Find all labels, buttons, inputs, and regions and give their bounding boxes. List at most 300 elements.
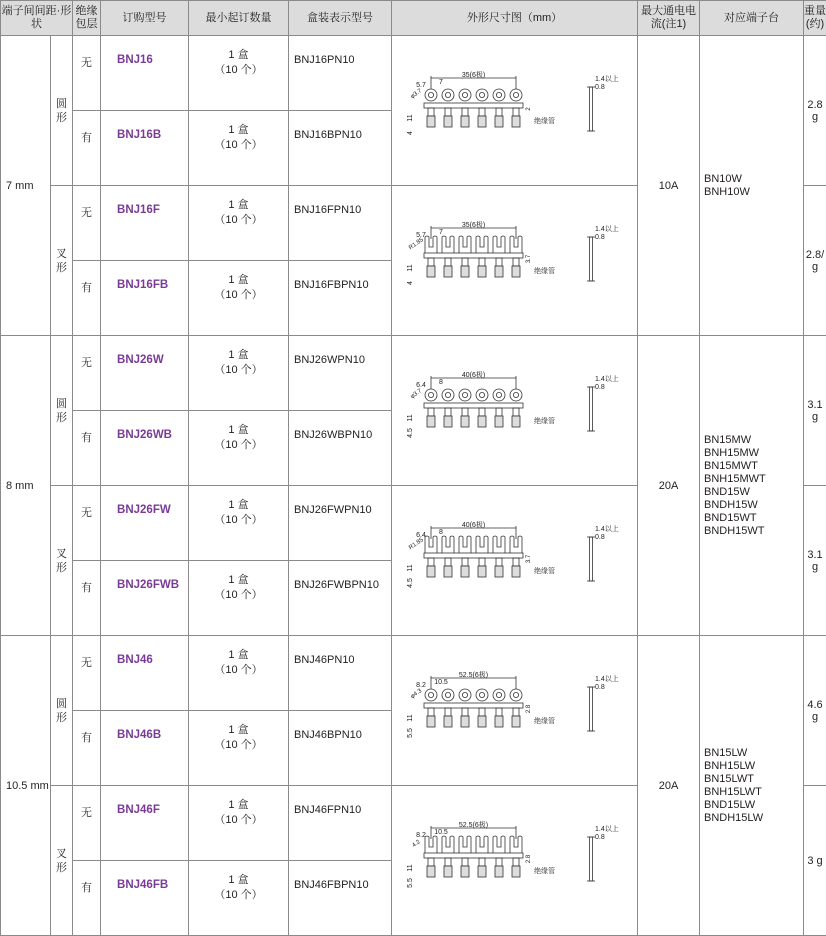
lug-neck (513, 558, 519, 566)
dimension-label: 40(6极) (461, 520, 484, 529)
dimension-label: R1.85 (408, 537, 425, 551)
ring-hole (428, 392, 433, 397)
terminal-blocks (700, 636, 804, 936)
ring-lug (493, 89, 505, 101)
table-row (1, 36, 826, 111)
shape-cell (51, 36, 73, 186)
dimension-label: 4.5 (407, 578, 414, 588)
dimension-label: 11 (407, 264, 414, 271)
insulation-sleeve (461, 116, 469, 127)
strip-bar (424, 403, 523, 408)
moq-cell (189, 261, 289, 336)
lug-neck (428, 408, 434, 416)
insulation-sleeve (427, 716, 435, 727)
moq-qty: 1 盒 (189, 498, 288, 513)
dimension-label: φ4.3 (409, 688, 423, 700)
header-weight: 重量(约) (804, 1, 826, 36)
header-terminal-block: 对应端子台 (700, 1, 804, 36)
fork-lug (459, 536, 471, 553)
dimension-label: 绝缘管 (534, 716, 555, 725)
shape-label: 叉形 (56, 247, 68, 275)
ring-lug (442, 89, 454, 101)
box-model: BNJ16FPN10 (289, 186, 392, 261)
header-moq: 最小起订数量 (189, 1, 289, 36)
insulation-sleeve (478, 566, 486, 577)
insulation-sleeve (427, 116, 435, 127)
moq-unit: （10 个） (189, 738, 288, 753)
insulation-sleeve (444, 716, 452, 727)
shape-cell (51, 336, 73, 486)
ring-hole (496, 92, 501, 97)
weight-cell: 3 g (804, 786, 826, 936)
lug-neck (462, 108, 468, 116)
strip-bar (424, 703, 523, 708)
moq-cell (189, 411, 289, 486)
lug-neck (496, 408, 502, 416)
fork-lug (442, 236, 454, 253)
dimension-label: 5.7 (416, 82, 426, 89)
dimension-label: 11 (407, 414, 414, 421)
dimension-drawing (392, 336, 638, 486)
dimension-label: 1.4以上 (595, 674, 619, 683)
insulation-cell: 无 (73, 36, 101, 111)
header-box-model: 盒装表示型号 (289, 1, 392, 36)
dimension-label: 0.8 (595, 234, 605, 241)
terminal-model: BN10W (704, 173, 803, 186)
terminal-strip (424, 826, 595, 881)
terminal-model: BND15LW (704, 799, 803, 812)
strip-bar (424, 253, 523, 258)
lug-neck (462, 258, 468, 266)
moq-qty: 1 盒 (189, 423, 288, 438)
insulation-sleeve (444, 116, 452, 127)
side-view (589, 837, 592, 881)
ring-hole (513, 92, 518, 97)
dimension-label: 绝缘管 (534, 866, 555, 875)
header-insulation: 绝缘包层 (73, 1, 101, 36)
ring-hole (479, 692, 484, 697)
insulation-sleeve (461, 416, 469, 427)
terminal-model: BNH15MW (704, 447, 803, 460)
moq-unit: （10 个） (189, 213, 288, 228)
dimension-label: 10.5 (434, 829, 448, 836)
terminal-model: BNH15LW (704, 760, 803, 773)
ring-hole (496, 392, 501, 397)
table-row (1, 336, 826, 411)
dimension-label: 2.8 (526, 854, 532, 863)
lug-neck (462, 558, 468, 566)
dimension-label: 1.4以上 (595, 224, 619, 233)
moq-cell (189, 186, 289, 261)
ring-hole (496, 692, 501, 697)
dimension-label: 40(6极) (461, 370, 484, 379)
dimension-label: 绝缘管 (534, 116, 555, 125)
moq-qty: 1 盒 (189, 648, 288, 663)
shape-cell (51, 186, 73, 336)
dimension-diagram (395, 357, 635, 461)
lug-neck (445, 408, 451, 416)
lug-neck (479, 558, 485, 566)
terminal-model: BN15LWT (704, 773, 803, 786)
header-row (1, 1, 826, 36)
insulation-sleeve (512, 866, 520, 877)
insulation-sleeve (478, 416, 486, 427)
lug-neck (496, 558, 502, 566)
dimension-label: 11 (407, 714, 414, 721)
ring-hole (445, 692, 450, 697)
lug-neck (428, 558, 434, 566)
box-model: BNJ46BPN10 (289, 711, 392, 786)
moq-cell (189, 486, 289, 561)
terminal-model: BNDH15W (704, 499, 803, 512)
fork-lug (476, 236, 488, 253)
moq-unit: （10 个） (189, 663, 288, 678)
side-view (589, 687, 592, 731)
dimension-diagram (395, 507, 635, 611)
insulation-sleeve (461, 566, 469, 577)
ring-hole (445, 92, 450, 97)
dimension-label: 2 (526, 107, 532, 111)
moq-unit: （10 个） (189, 588, 288, 603)
ring-hole (445, 392, 450, 397)
ring-lug (442, 389, 454, 401)
dimension-label: 0.8 (595, 534, 605, 541)
insulation-sleeve (478, 116, 486, 127)
ring-lug (459, 689, 471, 701)
lug-neck (513, 108, 519, 116)
shape-label: 叉形 (56, 547, 68, 575)
insulation-sleeve (444, 566, 452, 577)
box-model: BNJ26WBPN10 (289, 411, 392, 486)
insulation-sleeve (478, 866, 486, 877)
ring-lug (425, 389, 437, 401)
lug-neck (462, 408, 468, 416)
lug-neck (445, 258, 451, 266)
dimension-label: 绝缘管 (534, 566, 555, 575)
terminal-model: BNH10W (704, 186, 803, 199)
strip-bar (424, 853, 523, 858)
terminal-model: BN15MW (704, 434, 803, 447)
insulation-cell: 无 (73, 786, 101, 861)
dimension-label: 10.5 (434, 679, 448, 686)
pitch-cell: 8 mm (1, 336, 51, 636)
insulation-cell: 无 (73, 336, 101, 411)
lug-neck (513, 408, 519, 416)
order-number: BNJ16 (101, 36, 189, 111)
dimension-label: 8.2 (416, 682, 426, 689)
insulation-cell: 有 (73, 561, 101, 636)
terminal-blocks (700, 336, 804, 636)
box-model: BNJ16FBPN10 (289, 261, 392, 336)
lug-neck (496, 108, 502, 116)
dimension-diagram (395, 657, 635, 761)
shape-label: 叉形 (56, 847, 68, 875)
insulation-sleeve (444, 416, 452, 427)
order-number: BNJ46B (101, 711, 189, 786)
pitch-cell: 10.5 mm (1, 636, 51, 936)
ring-hole (479, 92, 484, 97)
moq-qty: 1 盒 (189, 723, 288, 738)
dimension-drawing (392, 636, 638, 786)
ring-hole (428, 92, 433, 97)
shape-label: 圆形 (56, 397, 68, 425)
fork-lug (459, 236, 471, 253)
terminal-model: BNH15MWT (704, 473, 803, 486)
moq-cell (189, 336, 289, 411)
shape-label: 圆形 (56, 97, 68, 125)
insulation-sleeve (495, 866, 503, 877)
insulation-cell: 无 (73, 486, 101, 561)
moq-cell (189, 561, 289, 636)
header-order-no: 订购型号 (101, 1, 189, 36)
order-number: BNJ16B (101, 111, 189, 186)
insulation-cell: 无 (73, 636, 101, 711)
side-view (589, 87, 592, 131)
dimension-label: 11 (407, 864, 414, 871)
dimension-label: 8 (439, 379, 443, 386)
order-number: BNJ16FB (101, 261, 189, 336)
shape-cell (51, 486, 73, 636)
dimension-label: 3.7 (526, 554, 532, 563)
ring-lug (510, 689, 522, 701)
dimension-label: 7 (439, 79, 443, 86)
terminal-strip (424, 76, 595, 131)
insulation-cell: 有 (73, 111, 101, 186)
order-number: BNJ26W (101, 336, 189, 411)
dimension-label: 11 (407, 564, 414, 571)
insulation-sleeve (495, 566, 503, 577)
insulation-sleeve (427, 566, 435, 577)
lug-neck (428, 258, 434, 266)
dimension-label: 5.7 (416, 232, 426, 239)
lug-neck (479, 258, 485, 266)
moq-cell (189, 786, 289, 861)
terminal-strip (424, 526, 595, 581)
order-number: BNJ26FW (101, 486, 189, 561)
dimension-label: 11 (407, 114, 414, 121)
order-number: BNJ46 (101, 636, 189, 711)
dimension-label: 0.8 (595, 684, 605, 691)
terminal-model: BND15W (704, 486, 803, 499)
weight-cell: 2.8 g (804, 36, 826, 186)
lug-neck (513, 258, 519, 266)
insulation-cell: 有 (73, 411, 101, 486)
lug-neck (479, 408, 485, 416)
dimension-label: 1.4以上 (595, 524, 619, 533)
insulation-sleeve (427, 416, 435, 427)
moq-cell (189, 861, 289, 936)
moq-unit: （10 个） (189, 363, 288, 378)
insulation-sleeve (512, 716, 520, 727)
dimension-label: 绝缘管 (534, 416, 555, 425)
dimension-drawing (392, 36, 638, 186)
dimension-label: R1.85 (408, 237, 425, 251)
dimension-label: 5.5 (407, 878, 414, 888)
weight-cell: 2.8/ g (804, 186, 826, 336)
terminal-model: BNH15LWT (704, 786, 803, 799)
terminal-strip (424, 226, 595, 281)
insulation-cell: 有 (73, 261, 101, 336)
terminal-strip (424, 676, 595, 731)
insulation-sleeve (444, 266, 452, 277)
moq-cell (189, 111, 289, 186)
dimension-label: 35(6极) (461, 70, 484, 79)
dimension-label: 6.4 (416, 532, 426, 539)
dimension-diagram (395, 207, 635, 311)
strip-bar (424, 103, 523, 108)
ring-lug (493, 389, 505, 401)
header-max-current: 最大通电电流(注1) (638, 1, 700, 36)
ring-hole (513, 692, 518, 697)
dimension-label: 8 (439, 529, 443, 536)
insulation-sleeve (478, 716, 486, 727)
ring-hole (462, 392, 467, 397)
dimension-label: 绝缘管 (534, 266, 555, 275)
insulation-sleeve (512, 266, 520, 277)
order-number: BNJ46FB (101, 861, 189, 936)
box-model: BNJ16BPN10 (289, 111, 392, 186)
ring-hole (428, 692, 433, 697)
moq-unit: （10 个） (189, 63, 288, 78)
lug-neck (445, 558, 451, 566)
ring-lug (476, 89, 488, 101)
terminal-model: BN15MWT (704, 460, 803, 473)
ring-lug (459, 389, 471, 401)
side-view (589, 537, 592, 581)
dimension-label: 52.5(6极) (458, 820, 487, 829)
dimension-label: 5.5 (407, 728, 414, 738)
header-pitch-shape: 端子间间距·形状 (1, 1, 73, 36)
lug-neck (496, 258, 502, 266)
fork-lug (493, 236, 505, 253)
insulation-sleeve (495, 116, 503, 127)
dimension-label: 1.4以上 (595, 374, 619, 383)
ring-lug (425, 689, 437, 701)
fork-lug (459, 836, 471, 853)
dimension-label: 1.4以上 (595, 74, 619, 83)
insulation-sleeve (495, 716, 503, 727)
moq-cell (189, 711, 289, 786)
box-model: BNJ26FWPN10 (289, 486, 392, 561)
ring-lug (510, 89, 522, 101)
order-number: BNJ46F (101, 786, 189, 861)
lug-neck (445, 108, 451, 116)
terminal-strip (424, 376, 595, 431)
ring-lug (476, 389, 488, 401)
insulation-cell: 有 (73, 711, 101, 786)
dimension-label: 35(6极) (461, 220, 484, 229)
lug-neck (428, 858, 434, 866)
insulation-sleeve (512, 566, 520, 577)
order-number: BNJ16F (101, 186, 189, 261)
moq-qty: 1 盒 (189, 348, 288, 363)
insulation-sleeve (495, 266, 503, 277)
insulation-sleeve (427, 866, 435, 877)
dimension-diagram (395, 57, 635, 161)
insulation-sleeve (478, 266, 486, 277)
lug-neck (462, 858, 468, 866)
weight-cell: 3.1 g (804, 336, 826, 486)
insulation-sleeve (444, 866, 452, 877)
dimension-label: φ3.7 (409, 388, 423, 400)
lug-neck (428, 108, 434, 116)
insulation-sleeve (461, 716, 469, 727)
pitch-cell: 7 mm (1, 36, 51, 336)
moq-unit: （10 个） (189, 813, 288, 828)
ring-lug (459, 89, 471, 101)
insulation-sleeve (461, 266, 469, 277)
shape-cell (51, 636, 73, 786)
box-model: BNJ26WPN10 (289, 336, 392, 411)
fork-lug (442, 536, 454, 553)
dimension-diagram (395, 807, 635, 911)
weight-cell: 4.6 g (804, 636, 826, 786)
dimension-label: 1.4以上 (595, 824, 619, 833)
moq-unit: （10 个） (189, 138, 288, 153)
dimension-label: 6.4 (416, 382, 426, 389)
insulation-cell: 有 (73, 861, 101, 936)
max-current: 10A (638, 36, 700, 336)
header-dimension: 外形尺寸图（mm） (392, 1, 638, 36)
weight-cell: 3.1 g (804, 486, 826, 636)
ring-hole (479, 392, 484, 397)
fork-lug (442, 836, 454, 853)
insulation-sleeve (461, 866, 469, 877)
shape-cell (51, 786, 73, 936)
box-model: BNJ46FPN10 (289, 786, 392, 861)
dimension-label: 52.5(6极) (458, 670, 487, 679)
dimension-label: 3.7 (526, 254, 532, 263)
ring-lug (493, 689, 505, 701)
moq-qty: 1 盒 (189, 198, 288, 213)
moq-qty: 1 盒 (189, 873, 288, 888)
shape-label: 圆形 (56, 697, 68, 725)
moq-cell (189, 636, 289, 711)
insulation-cell: 无 (73, 186, 101, 261)
terminal-blocks (700, 36, 804, 336)
dimension-label: 4.2 (411, 839, 422, 849)
moq-qty: 1 盒 (189, 48, 288, 63)
box-model: BNJ26FWBPN10 (289, 561, 392, 636)
dimension-label: 4 (407, 131, 414, 135)
moq-qty: 1 盒 (189, 273, 288, 288)
dimension-label: 7 (439, 229, 443, 236)
ring-lug (425, 89, 437, 101)
order-number: BNJ26WB (101, 411, 189, 486)
ring-lug (510, 389, 522, 401)
moq-unit: （10 个） (189, 438, 288, 453)
max-current: 20A (638, 336, 700, 636)
dimension-drawing (392, 186, 638, 336)
terminal-model: BNDH15WT (704, 525, 803, 538)
ring-lug (442, 689, 454, 701)
lug-neck (445, 858, 451, 866)
box-model: BNJ46FBPN10 (289, 861, 392, 936)
dimension-label: 2.8 (526, 704, 532, 713)
moq-unit: （10 个） (189, 288, 288, 303)
lug-neck (513, 858, 519, 866)
lug-neck (479, 108, 485, 116)
ring-hole (462, 92, 467, 97)
dimension-label: 0.8 (595, 84, 605, 91)
insulation-sleeve (495, 416, 503, 427)
ring-lug (476, 689, 488, 701)
lug-neck (496, 858, 502, 866)
insulation-sleeve (512, 116, 520, 127)
side-view (589, 387, 592, 431)
terminal-model: BND15WT (704, 512, 803, 525)
order-number: BNJ26FWB (101, 561, 189, 636)
